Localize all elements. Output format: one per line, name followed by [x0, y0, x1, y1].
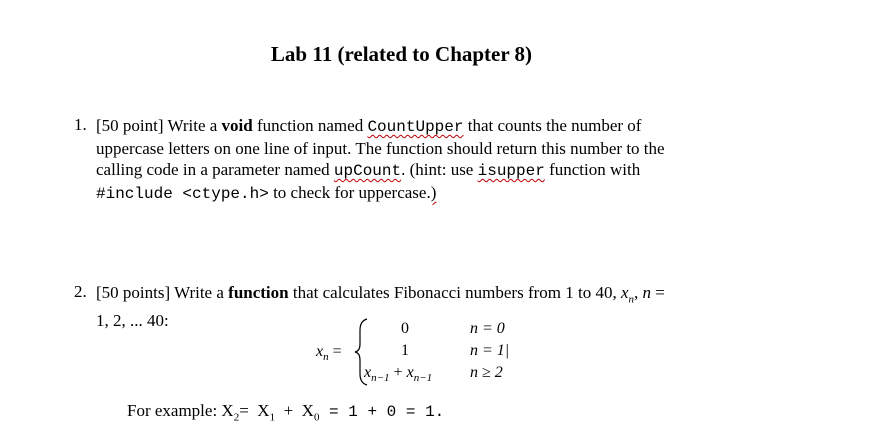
q2-line-1 [96, 282, 665, 310]
lhs-x: x [316, 343, 324, 360]
case-2-value: 1 [401, 342, 409, 359]
q1-text-b: function named [252, 116, 368, 135]
page-title: Lab 11 (related to Chapter 8) [270, 42, 533, 66]
q1-points: [50 point] [96, 116, 164, 135]
case-3-value [364, 364, 432, 384]
q1-text-a: Write a [163, 116, 222, 135]
q2-var-n: , n = [634, 283, 665, 302]
case-1-cond: n = 0 [470, 320, 505, 337]
q1-bold-void: void [221, 116, 253, 135]
case-3-sub2: n−1 [413, 372, 433, 385]
case-2-cond: n = 1| [470, 342, 510, 359]
q1-text-4b: to check for uppercase. [268, 183, 431, 202]
q2-text-a: Write a [170, 283, 229, 302]
question-1-number: 1. [74, 115, 87, 134]
q1-line-1 [96, 115, 665, 138]
lhs-sub: n [323, 351, 329, 364]
example-lhs: $X_2= X_1 + X_0$ [221, 401, 320, 424]
q1-text-3b: . (hint: use [401, 160, 478, 179]
q2-bold-function: function [228, 283, 289, 302]
question-2-number: 2. [74, 282, 87, 301]
q1-line-2: uppercase letters on one line of input. The function should return this number to the [96, 139, 665, 158]
example-label: For example: [127, 401, 222, 420]
case-3-x1: x [364, 364, 372, 381]
q2-var-x [620, 283, 635, 306]
q2-line-2: 1, 2, ... 40: [96, 311, 169, 331]
q2-var-x-base: x [620, 283, 629, 302]
case-3-sub1: n−1 [371, 372, 390, 385]
question-1-text [96, 115, 665, 205]
q1-text-3c: function with [544, 160, 641, 179]
equation-lhs: $x_n$ = [316, 343, 342, 364]
q1-func-name: CountUpper [367, 118, 464, 136]
example-line [127, 401, 444, 423]
q1-text-c: that counts the number of [463, 116, 642, 135]
q2-text-b: that calculates Fibonacci numbers from 1 to 40, [288, 283, 621, 302]
q1-text-4c: ) [430, 183, 437, 202]
case-3-plus: + [389, 364, 407, 381]
q1-param-name: upCount [333, 162, 402, 180]
q1-line-3 [96, 159, 665, 182]
q1-text-3a: calling code in a parameter named [96, 160, 334, 179]
q1-include: #include <ctype.h> [96, 185, 269, 203]
example-result: = 1 + 0 = 1. [319, 403, 445, 421]
question-2-text [96, 282, 665, 331]
case-1-value: 0 [401, 320, 409, 337]
case-3-x2: x [406, 364, 414, 381]
case-3-cond: n ≥ 2 [470, 364, 503, 381]
q1-hint-func: isupper [477, 162, 545, 180]
q2-points: [50 points] [96, 283, 171, 302]
q1-line-4 [96, 182, 665, 205]
q2-var-x-sub: n [628, 293, 635, 306]
